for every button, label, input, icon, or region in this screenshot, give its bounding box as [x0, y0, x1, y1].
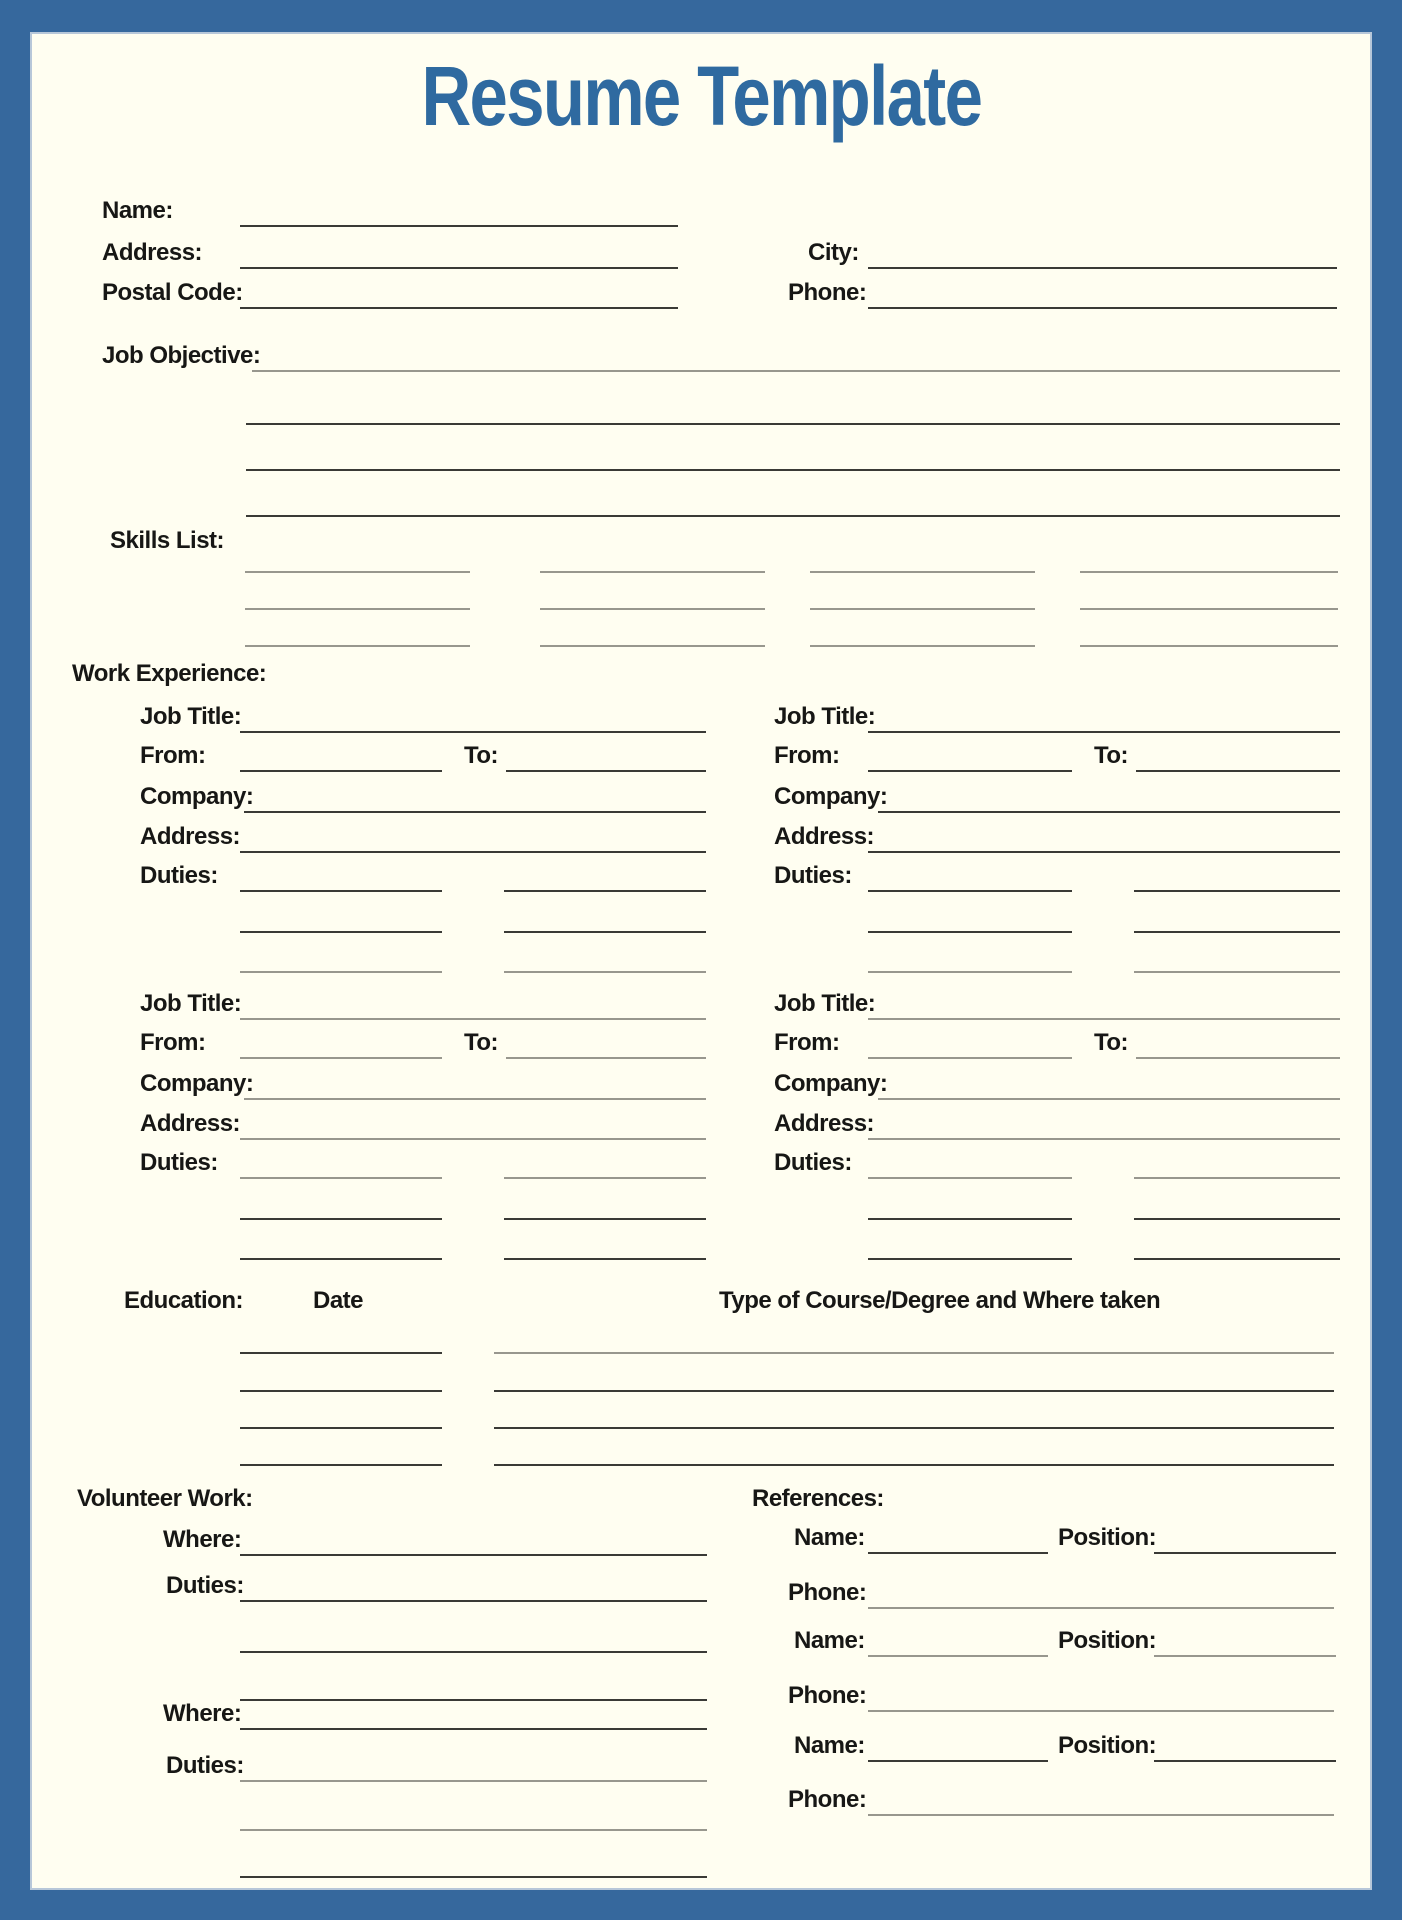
skills-line: [1080, 645, 1338, 647]
duties-line: [868, 1258, 1072, 1260]
skills-line: [810, 645, 1035, 647]
address-label: Address:: [140, 823, 241, 850]
job-title-label: Job Title:: [774, 703, 876, 730]
reference-position-line: [1154, 1655, 1336, 1657]
city-label: City:: [808, 239, 859, 266]
job-objective-line-3: [246, 469, 1340, 471]
reference-name-label: Name:: [794, 1732, 865, 1759]
education-course-line: [494, 1390, 1334, 1392]
job-objective-line-1: [252, 370, 1340, 372]
company-label: Company:: [774, 1070, 888, 1097]
phone-field-line: [868, 307, 1337, 309]
page-title-text: Resume Template: [421, 49, 981, 143]
from-line: [868, 770, 1072, 772]
to-line: [506, 1057, 706, 1059]
address-label: Address:: [774, 823, 875, 850]
job-objective-label: Job Objective:: [102, 342, 261, 369]
job-title-line: [240, 731, 706, 733]
reference-phone-line: [868, 1607, 1334, 1609]
address-label: Address:: [102, 239, 203, 266]
education-date-header: Date: [313, 1287, 364, 1314]
address-line: [240, 1138, 706, 1140]
job-title-line: [868, 1018, 1340, 1020]
job-objective-line-4: [246, 515, 1340, 517]
volunteer-duties-label: Duties:: [166, 1572, 244, 1599]
duties-line: [240, 971, 442, 973]
skills-line: [810, 571, 1035, 573]
postal-code-field-line: [240, 307, 678, 309]
address-line: [868, 1138, 1340, 1140]
skills-line: [810, 608, 1035, 610]
from-line: [240, 770, 442, 772]
volunteer-duties-label: Duties:: [166, 1752, 244, 1779]
skills-line: [245, 645, 470, 647]
duties-line: [240, 931, 442, 933]
name-field-line: [240, 225, 678, 227]
duties-line: [240, 890, 442, 892]
work-block-3: [140, 990, 750, 1290]
education-date-line: [240, 1464, 442, 1466]
duties-line: [504, 1177, 706, 1179]
address-field-line: [240, 267, 678, 269]
duties-line: [868, 931, 1072, 933]
skills-list-label: Skills List:: [110, 527, 225, 554]
company-line: [244, 1098, 706, 1100]
volunteer-where-line: [240, 1728, 707, 1730]
company-label: Company:: [140, 1070, 254, 1097]
reference-name-line: [868, 1655, 1048, 1657]
to-line: [1136, 1057, 1340, 1059]
company-line: [878, 811, 1340, 813]
duties-line: [868, 1177, 1072, 1179]
work-block-4: [774, 990, 1384, 1290]
duties-line: [1134, 1218, 1340, 1220]
reference-phone-label: Phone:: [788, 1579, 867, 1606]
from-label: From:: [774, 742, 840, 769]
reference-position-line: [1154, 1552, 1336, 1554]
education-date-line: [240, 1427, 442, 1429]
duties-line: [868, 890, 1072, 892]
job-title-label: Job Title:: [774, 990, 876, 1017]
company-label: Company:: [774, 783, 888, 810]
duties-label: Duties:: [140, 1149, 218, 1176]
references-heading: References:: [752, 1485, 884, 1512]
phone-label: Phone:: [788, 279, 867, 306]
volunteer-duties-line: [240, 1780, 707, 1782]
volunteer-work-heading: Volunteer Work:: [77, 1485, 253, 1512]
duties-label: Duties:: [774, 1149, 852, 1176]
duties-line: [1134, 971, 1340, 973]
reference-name-label: Name:: [794, 1524, 865, 1551]
duties-line: [868, 1218, 1072, 1220]
volunteer-duties-line: [240, 1699, 707, 1701]
education-label: Education:: [124, 1287, 243, 1314]
job-title-line: [868, 731, 1340, 733]
education-course-line: [494, 1464, 1334, 1466]
reference-position-line: [1154, 1760, 1336, 1762]
skills-line: [1080, 571, 1338, 573]
education-course-line: [494, 1427, 1334, 1429]
address-line: [868, 851, 1340, 853]
address-label: Address:: [140, 1110, 241, 1137]
reference-phone-line: [868, 1814, 1334, 1816]
to-label: To:: [464, 742, 499, 769]
company-line: [878, 1098, 1340, 1100]
duties-line: [868, 971, 1072, 973]
education-course-line: [494, 1352, 1334, 1354]
company-line: [244, 811, 706, 813]
reference-position-label: Position:: [1058, 1732, 1157, 1759]
from-label: From:: [140, 1029, 206, 1056]
city-field-line: [868, 267, 1337, 269]
from-line: [240, 1057, 442, 1059]
job-title-line: [240, 1018, 706, 1020]
duties-line: [504, 1218, 706, 1220]
volunteer-duties-line: [240, 1829, 707, 1831]
volunteer-duties-line: [240, 1651, 707, 1653]
duties-line: [1134, 931, 1340, 933]
to-line: [506, 770, 706, 772]
skills-line: [245, 608, 470, 610]
duties-line: [240, 1258, 442, 1260]
duties-label: Duties:: [774, 862, 852, 889]
volunteer-where-line: [240, 1554, 707, 1556]
skills-line: [1080, 608, 1338, 610]
to-line: [1136, 770, 1340, 772]
reference-position-label: Position:: [1058, 1524, 1157, 1551]
company-label: Company:: [140, 783, 254, 810]
from-label: From:: [140, 742, 206, 769]
reference-name-label: Name:: [794, 1627, 865, 1654]
duties-line: [1134, 890, 1340, 892]
job-objective-line-2: [246, 423, 1340, 425]
work-experience-heading: Work Experience:: [72, 660, 267, 687]
work-block-1: [140, 703, 750, 1003]
work-block-2: [774, 703, 1384, 1003]
duties-line: [240, 1177, 442, 1179]
reference-name-line: [868, 1760, 1048, 1762]
address-line: [240, 851, 706, 853]
duties-line: [240, 1218, 442, 1220]
reference-position-label: Position:: [1058, 1627, 1157, 1654]
duties-line: [1134, 1177, 1340, 1179]
to-label: To:: [464, 1029, 499, 1056]
from-label: From:: [774, 1029, 840, 1056]
volunteer-duties-line: [240, 1600, 707, 1602]
skills-line: [540, 608, 765, 610]
volunteer-where-label: Where:: [163, 1526, 242, 1553]
reference-name-line: [868, 1552, 1048, 1554]
duties-label: Duties:: [140, 862, 218, 889]
skills-line: [540, 571, 765, 573]
duties-line: [1134, 1258, 1340, 1260]
address-label: Address:: [774, 1110, 875, 1137]
duties-line: [504, 890, 706, 892]
reference-phone-label: Phone:: [788, 1682, 867, 1709]
to-label: To:: [1094, 742, 1129, 769]
name-label: Name:: [102, 197, 173, 224]
reference-phone-label: Phone:: [788, 1786, 867, 1813]
duties-line: [504, 931, 706, 933]
job-title-label: Job Title:: [140, 990, 242, 1017]
volunteer-where-label: Where:: [163, 1700, 242, 1727]
reference-phone-line: [868, 1710, 1334, 1712]
page-title: [0, 48, 1402, 145]
education-date-line: [240, 1390, 442, 1392]
skills-line: [540, 645, 765, 647]
postal-code-label: Postal Code:: [102, 279, 243, 306]
education-course-header: Type of Course/Degree and Where taken: [719, 1287, 1161, 1314]
duties-line: [504, 971, 706, 973]
education-date-line: [240, 1352, 442, 1354]
volunteer-duties-line: [240, 1876, 707, 1878]
to-label: To:: [1094, 1029, 1129, 1056]
from-line: [868, 1057, 1072, 1059]
duties-line: [504, 1258, 706, 1260]
skills-line: [245, 571, 470, 573]
job-title-label: Job Title:: [140, 703, 242, 730]
